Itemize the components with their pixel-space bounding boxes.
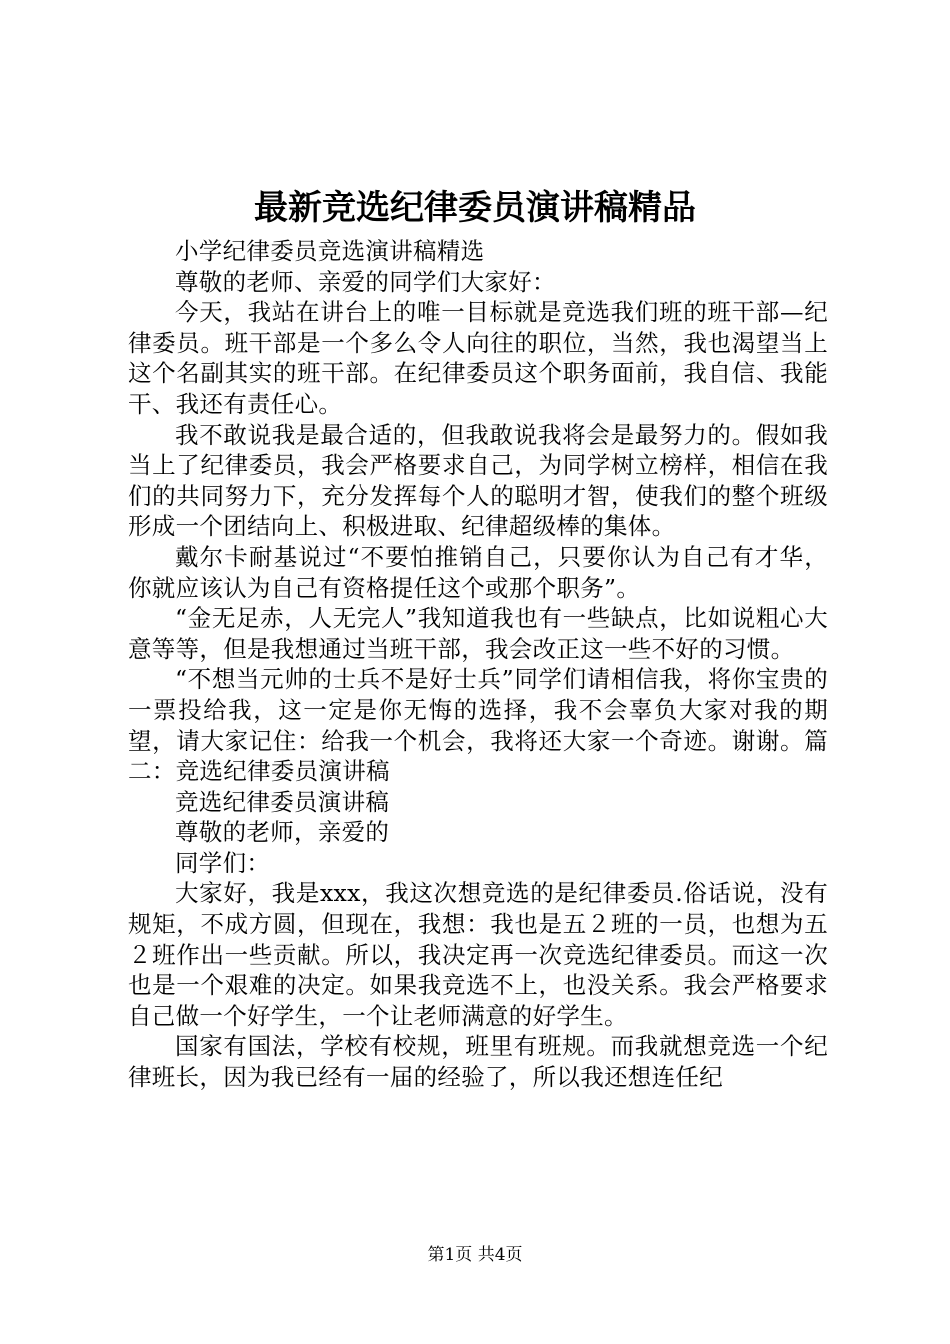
document-body [128,236,828,1093]
paragraph: 今天，我站在讲台上的唯一目标就是竞选我们班的班干部—纪律委员。班干部是一个多么令人向往的职位，当然，我也渴望当上这个名副其实的班干部。在纪律委员这个职务面前，我自信、我能干、我还有责任心。 [128,298,828,418]
page-footer: 第1页 共4页 [427,1245,523,1265]
paragraph: “金无足赤，人无完人”我知道我也有一些缺点，比如说粗心大意等等，但是我想通过当班干部，我会改正这一些不好的习惯。 [128,604,828,663]
paragraph: 戴尔卡耐基说过“不要怕推销自己，只要你认为自己有才华，你就应该认为自己有资格提任这个或那个职务”。 [128,542,828,602]
document-title: 最新竞选纪律委员演讲稿精品 [254,188,696,228]
paragraph: 大家好，我是xxx，我这次想竞选的是纪律委员.俗话说，没有规矩，不成方圆，但现在，我想：我也是五２班的一员，也想为五２班作出一些贡献。所以，我决定再一次竞选纪律委员。而这一次也是一个艰难的决定。如果我竞选不上，也没关系。我会严格要求自己做一个好学生，一个让老师满意的好学生。 [128,879,828,1030]
paragraph: 小学纪律委员竞选演讲稿精选 [175,237,485,265]
paragraph: 竞选纪律委员演讲稿 [175,787,390,816]
paragraph: 国家有国法，学校有校规，班里有班规。而我就想竞选一个纪律班长，因为我已经有一届的经验了，所以我还想连任纪 [128,1032,828,1092]
paragraph: 尊敬的老师、亲爱的同学们大家好： [175,267,556,296]
paragraph: 我不敢说我是最合适的，但我敢说我将会是最努力的。假如我当上了纪律委员，我会严格要求自己，为同学树立榜样，相信在我们的共同努力下，充分发挥每个人的聪明才智，使我们的整个班级形成一个团结向上、积极进取、纪律超级棒的集体。 [128,420,828,541]
paragraph: 尊敬的老师，亲爱的 [175,818,390,847]
paragraph: 同学们： [175,848,271,877]
paragraph: “不想当元帅的士兵不是好士兵”同学们请相信我，将你宝贵的一票投给我，这一定是你无悔的选择，我不会辜负大家对我的期望，请大家记住：给我一个机会，我将还大家一个奇迹。谢谢。篇二：竞选纪律委员演讲稿 [128,665,828,786]
